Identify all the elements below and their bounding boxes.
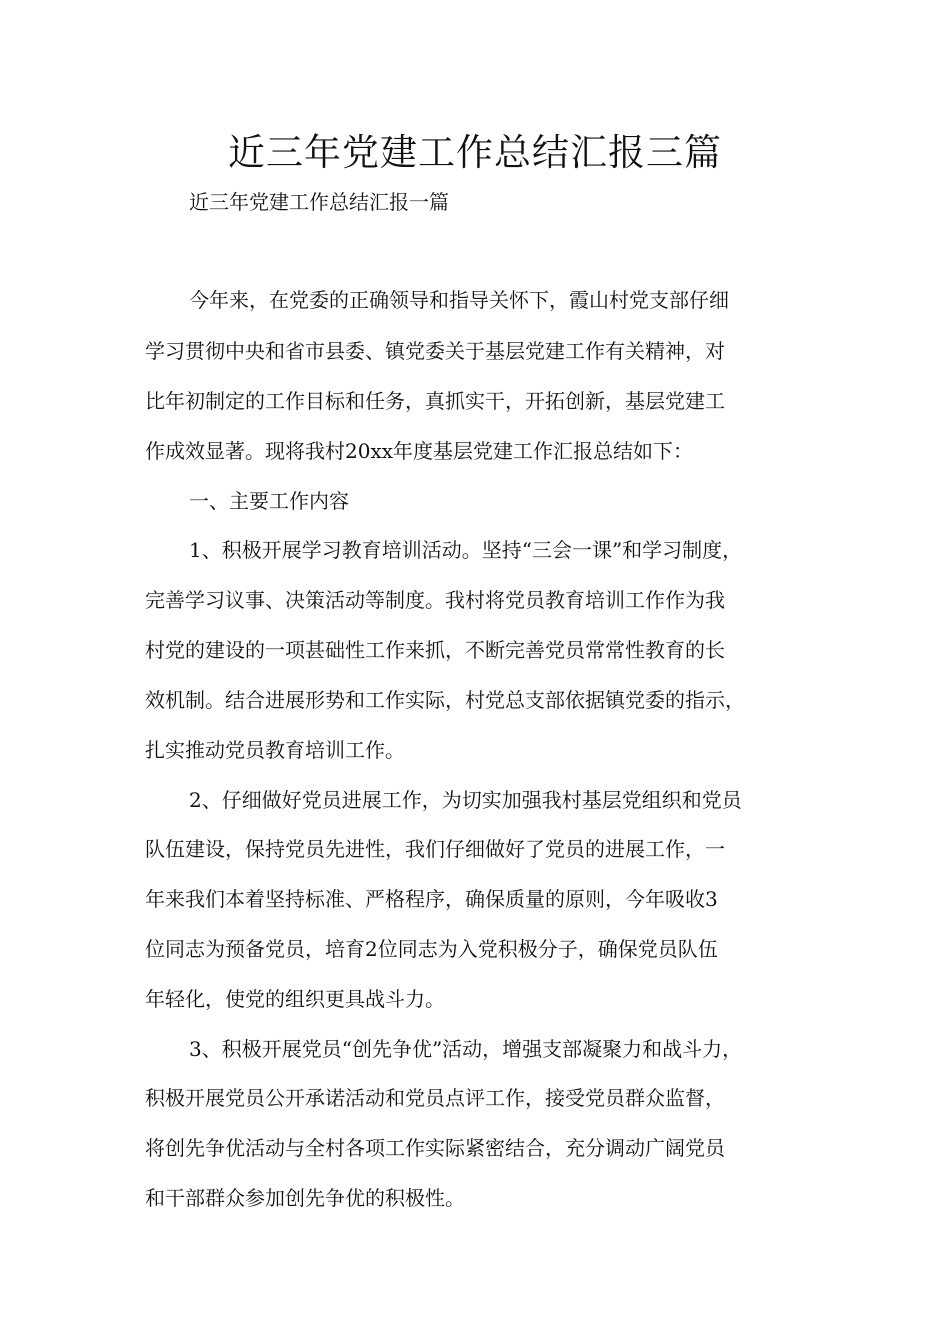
paragraph-line: 完善学习议事、决策活动等制度。我村将党员教育培训工作作为我 <box>145 588 725 612</box>
document-subtitle: 近三年党建工作总结汇报一篇 <box>189 190 449 214</box>
document-title: 近三年党建工作总结汇报三篇 <box>228 131 722 174</box>
section-heading: 一、主要工作内容 <box>189 489 349 513</box>
paragraph-line: 积极开展党员公开承诺活动和党员点评工作，接受党员群众监督， <box>145 1086 725 1110</box>
paragraph-line: 2、仔细做好党员进展工作，为切实加强我村基层党组织和党员 <box>189 788 742 812</box>
paragraph-line: 作成效显著。现将我村20xx年度基层党建工作汇报总结如下： <box>145 439 694 463</box>
paragraph-line: 扎实推动党员教育培训工作。 <box>145 738 405 762</box>
paragraph-line: 年轻化，使党的组织更具战斗力。 <box>145 987 445 1011</box>
paragraph-line: 3、积极开展党员“创先争优”活动，增强支部凝聚力和战斗力， <box>189 1037 743 1061</box>
paragraph-line: 今年来，在党委的正确领导和指导关怀下，霞山村党支部仔细 <box>189 288 729 312</box>
paragraph-line: 将创先争优活动与全村各项工作实际紧密结合，充分调动广阔党员 <box>145 1136 725 1160</box>
paragraph-line: 学习贯彻中央和省市县委、镇党委关于基层党建工作有关精神，对 <box>145 339 725 363</box>
paragraph-line: 效机制。结合进展形势和工作实际，村党总支部依据镇党委的指示， <box>145 688 745 712</box>
paragraph-line: 村党的建设的一项甚础性工作来抓，不断完善党员常常性教育的长 <box>145 638 725 662</box>
paragraph-line: 位同志为预备党员，培育2位同志为入党积极分子，确保党员队伍 <box>145 937 718 961</box>
paragraph-line: 和干部群众参加创先争优的积极性。 <box>145 1186 465 1210</box>
paragraph-line: 队伍建设，保持党员先进性，我们仔细做好了党员的进展工作，一 <box>145 837 725 861</box>
paragraph-line: 比年初制定的工作目标和任务，真抓实干，开拓创新，基层党建工 <box>145 389 725 413</box>
paragraph-line: 1、积极开展学习教育培训活动。坚持“三会一课”和学习制度， <box>189 538 743 562</box>
paragraph-line: 年来我们本着坚持标准、严格程序，确保质量的原则，今年吸收3 <box>145 887 718 911</box>
